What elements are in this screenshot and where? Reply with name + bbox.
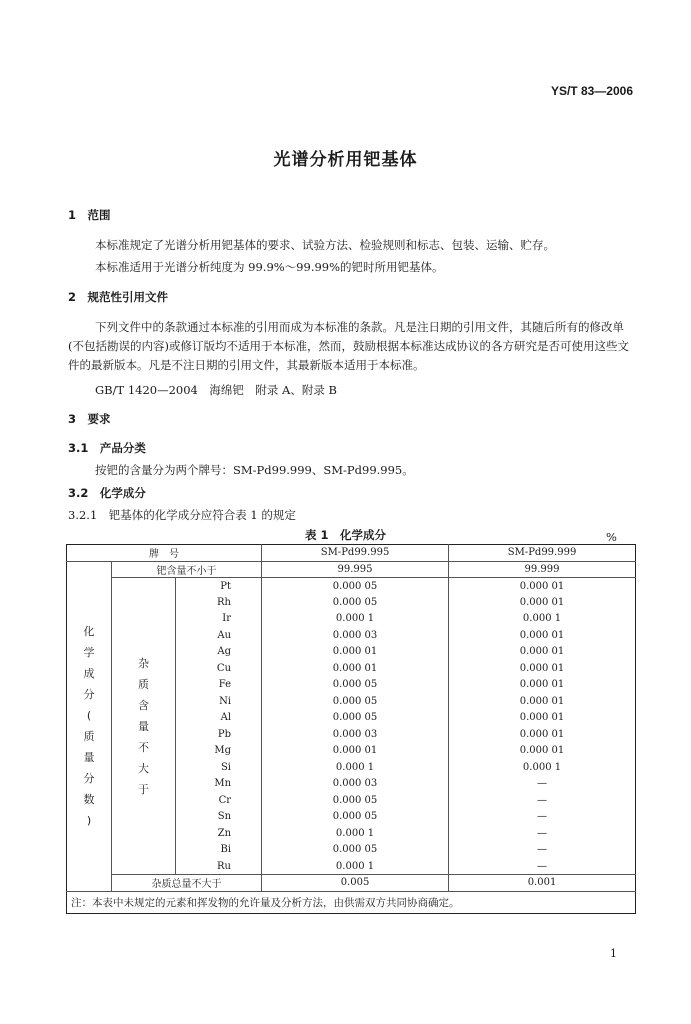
element-symbol: Cr <box>176 792 262 809</box>
group-label-char: 分 <box>83 772 95 785</box>
group-label-char: 化 <box>83 625 95 638</box>
element-symbol: Ir <box>176 611 262 628</box>
impurity-value: 0.000 01 <box>519 580 565 592</box>
impurity-value: 0.000 05 <box>262 710 449 727</box>
group-label-char: 分 <box>83 688 95 701</box>
impurity-value: 0.000 01 <box>519 679 565 691</box>
group-label-char: 数 <box>83 793 95 806</box>
chemical-composition-table <box>66 544 636 914</box>
group-label-char: 成 <box>83 667 95 680</box>
pd-content-value: 99.999 <box>449 561 636 578</box>
impurity-label-char: 质 <box>138 677 149 691</box>
element-symbol: Al <box>176 710 262 727</box>
total-impurity-label: 杂质总量不大于 <box>112 875 262 892</box>
section-3-1-text: 按钯的含量分为两个牌号：SM-Pd99.999、SM-Pd99.995。 <box>95 463 414 477</box>
page-number: 1 <box>610 947 617 960</box>
element-symbol: Rh <box>176 594 262 611</box>
pd-content-row <box>67 561 636 578</box>
element-symbol: Ru <box>176 858 262 875</box>
impurity-label-char: 于 <box>138 782 149 796</box>
element-symbol: Ag <box>176 644 262 661</box>
grade-2-header: SM-Pd99.999 <box>449 545 636 562</box>
grade-header: 牌 号 <box>67 545 262 562</box>
impurity-value: 0.000 05 <box>262 792 449 809</box>
impurity-label-char: 大 <box>138 761 149 775</box>
impurity-value: 0.000 01 <box>519 745 565 757</box>
chemical-composition-label <box>67 561 112 891</box>
total-impurity-value: 0.005 <box>262 875 449 892</box>
impurity-row <box>67 578 636 595</box>
grade-1-header: SM-Pd99.995 <box>262 545 449 562</box>
impurity-value: — <box>449 858 636 875</box>
element-symbol: Si <box>176 759 262 776</box>
impurity-value: 0.000 1 <box>522 613 562 625</box>
impurity-value: 0.000 03 <box>262 726 449 743</box>
impurity-value: 0.000 03 <box>262 627 449 644</box>
impurity-value: 0.000 1 <box>522 761 562 773</box>
pd-content-value: 99.995 <box>262 561 449 578</box>
impurity-value: — <box>537 811 548 823</box>
impurity-value: 0.000 01 <box>519 712 565 724</box>
section-3-1-heading: 3.1 产品分类 <box>68 441 146 455</box>
impurity-value: 0.000 1 <box>262 825 449 842</box>
element-symbol: Mg <box>176 743 262 760</box>
element-symbol: Zn <box>176 825 262 842</box>
impurity-value: 0.000 05 <box>262 594 449 611</box>
impurity-value: 0.000 05 <box>262 809 449 826</box>
impurity-value: 0.000 01 <box>262 660 449 677</box>
impurity-value: 0.000 01 <box>519 662 565 674</box>
impurity-value: — <box>537 778 548 790</box>
group-label-char: ( <box>86 709 92 722</box>
group-label-char: 量 <box>83 751 95 764</box>
table-note-row <box>67 891 636 913</box>
impurity-value: 0.000 1 <box>262 611 449 628</box>
element-symbol: Bi <box>176 842 262 859</box>
total-impurity-value: 0.001 <box>449 875 636 892</box>
impurity-value: — <box>537 844 548 856</box>
section-2-heading: 2 规范性引用文件 <box>68 290 169 304</box>
total-impurity-row <box>67 875 636 892</box>
table-header-row <box>67 545 636 562</box>
impurity-value: 0.000 01 <box>519 728 565 740</box>
section-3-2-heading: 3.2 化学成分 <box>68 486 146 500</box>
section-1-paragraph-2: 本标准适用于光谱分析纯度为 99.9%～99.99%的钯时所用钯基体。 <box>95 260 444 274</box>
section-1-paragraph-1: 本标准规定了光谱分析用钯基体的要求、试验方法、检验规则和标志、包装、运输、贮存。 <box>95 238 555 252</box>
section-3-heading: 3 要求 <box>68 412 111 426</box>
section-2-paragraph: 下列文件中的条款通过本标准的引用而成为本标准的条款。凡是注日期的引用文件，其随后所有的修改单(不包括勘误的内容)或修订版均不适用于本标准，然而，鼓励根据本标准达成协议的各方研究是否可使用这些文件的最新版本。凡是不注日期的引用文件，其最新版本适用于本标准。 <box>68 320 629 372</box>
impurity-limit-label <box>112 578 176 875</box>
section-1-heading: 1 范围 <box>68 208 111 222</box>
element-symbol: Cu <box>176 660 262 677</box>
element-symbol: Fe <box>176 677 262 694</box>
element-symbol: Mn <box>176 776 262 793</box>
impurity-label-char: 杂 <box>138 656 149 670</box>
section-2-reference: GB/T 1420—2004 海绵钯 附录 A、附录 B <box>95 383 337 397</box>
pd-content-label: 钯含量不小于 <box>112 561 262 578</box>
element-symbol: Au <box>176 627 262 644</box>
element-symbol: Pb <box>176 726 262 743</box>
impurity-value: — <box>537 827 548 839</box>
table-note: 注：本表中未规定的元素和挥发物的允许量及分析方法，由供需双方共同协商确定。 <box>71 896 460 909</box>
standard-number: YS/T 83—2006 <box>550 84 633 98</box>
element-symbol: Sn <box>176 809 262 826</box>
impurity-value: 0.000 05 <box>262 693 449 710</box>
group-label-char: 学 <box>83 646 95 659</box>
impurity-value: 0.000 05 <box>262 578 449 595</box>
element-symbol: Pt <box>176 578 262 595</box>
group-label-char: 质 <box>83 730 95 743</box>
impurity-value: 0.000 01 <box>519 596 565 608</box>
impurity-value: 0.000 01 <box>519 629 565 641</box>
impurity-value: 0.000 05 <box>262 842 449 859</box>
document-title: 光谱分析用钯基体 <box>273 150 418 170</box>
impurity-value: 0.000 01 <box>519 646 565 658</box>
impurity-value: 0.000 01 <box>262 743 449 760</box>
group-label-char: ) <box>86 814 92 827</box>
impurity-value: 0.000 01 <box>262 644 449 661</box>
impurity-label-char: 量 <box>138 719 149 733</box>
table-unit: % <box>606 530 617 544</box>
impurity-label-char: 含 <box>138 698 149 712</box>
impurity-value: 0.000 01 <box>519 695 565 707</box>
element-symbol: Ni <box>176 693 262 710</box>
impurity-value: 0.000 1 <box>262 858 449 875</box>
section-3-2-1-text: 3.2.1 钯基体的化学成分应符合表 1 的规定 <box>68 508 296 522</box>
impurity-value: — <box>537 794 548 806</box>
impurity-label-char: 不 <box>138 740 149 754</box>
impurity-value: 0.000 05 <box>262 677 449 694</box>
impurity-value: 0.000 1 <box>262 759 449 776</box>
impurity-value: 0.000 03 <box>262 776 449 793</box>
table-caption: 表 1 化学成分 <box>304 528 386 542</box>
